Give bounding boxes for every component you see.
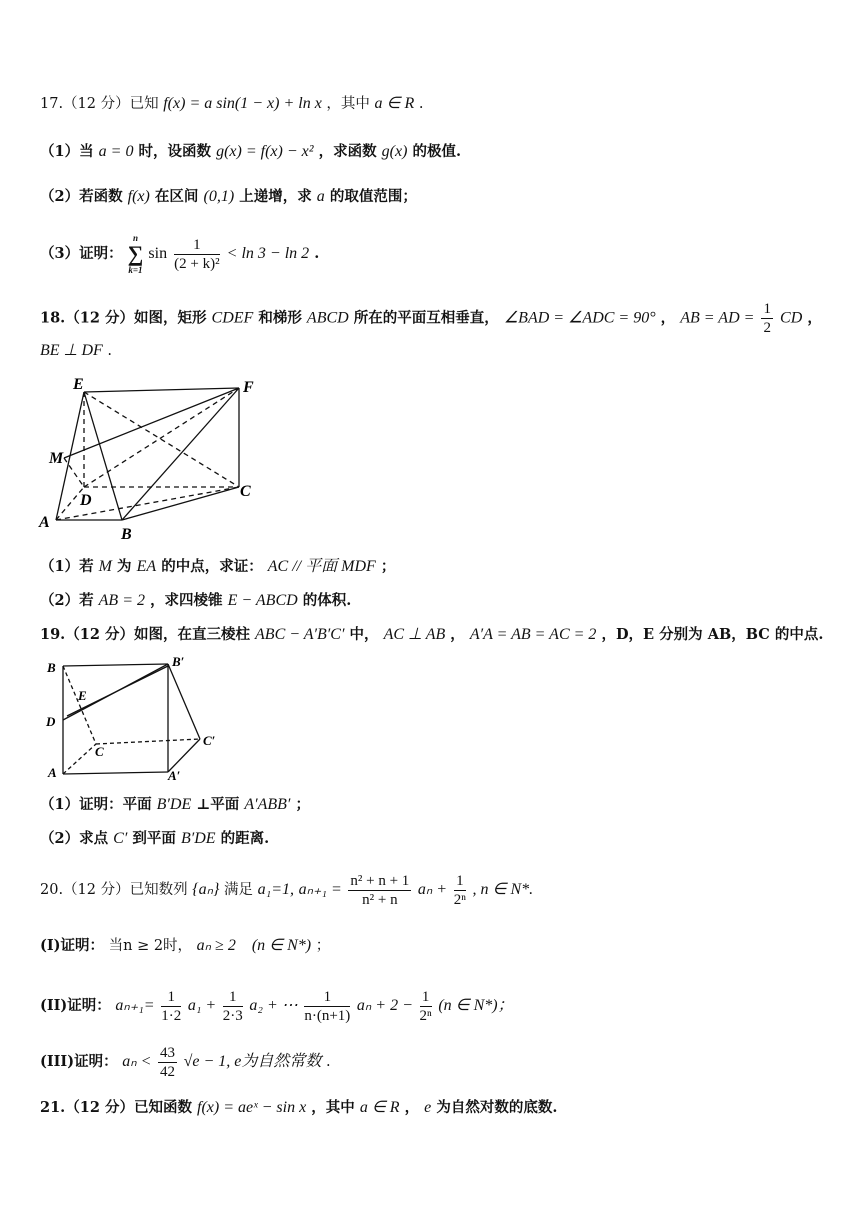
q17-p1-mid: 时，设函数	[138, 143, 212, 160]
q20-part2	[40, 984, 514, 1028]
fig19-label-B-prime: B′	[172, 654, 185, 669]
fig19-label-A-prime: A′	[168, 768, 181, 783]
q18-part2	[40, 591, 351, 611]
q20-p2-frac2	[223, 988, 243, 1025]
q20-part3	[40, 1040, 331, 1084]
fig19-label-B: B	[47, 660, 56, 675]
q18-cdef: CDEF	[211, 309, 254, 327]
q19-perp: AC ⊥ AB	[383, 626, 446, 643]
fraction-numerator: 1	[304, 988, 350, 1007]
q19-part2	[40, 829, 269, 849]
q20-p3-lhs: aₙ <	[122, 1053, 152, 1070]
fraction-denominator: n·(n+1)	[304, 1007, 351, 1024]
q18-half	[761, 300, 773, 337]
q18-p1-end: ；	[380, 558, 396, 575]
q20-rec-frac2	[454, 872, 466, 909]
q20-p1-expr: aₙ ≥ 2 (n ∈ N*)	[196, 937, 312, 954]
q21-stem-prefix: 21.（12 分）已知函数	[40, 1099, 192, 1116]
q18-figure	[36, 370, 266, 545]
fig19-label-E: E	[78, 688, 87, 703]
q20-rec-mid: aₙ +	[417, 881, 448, 898]
q21-stem	[40, 1098, 557, 1118]
q20-rec-end: , n ∈ N*.	[472, 881, 534, 898]
q20-p2-frac1	[161, 988, 181, 1025]
sum-upper: n	[132, 233, 138, 243]
q17-p3-end: .	[314, 245, 320, 262]
q17-p2-fx: f(x)	[127, 188, 150, 205]
q19-stem-end: ，D，E 分别为 AB，BC 的中点.	[601, 626, 824, 643]
q18-eq-rhs: CD	[780, 309, 803, 327]
q17-p2-mid2: 上递增，求	[239, 188, 312, 205]
q19-p1-end: ；	[295, 796, 310, 813]
q20-p1-text: 当n ≥ 2时，	[108, 938, 193, 954]
fraction-numerator: 1	[223, 988, 243, 1007]
q17-rhs: < ln 3 − ln 2	[226, 245, 310, 262]
q18-abcd: ABCD	[306, 309, 349, 327]
q18-p1-ac: AC // 平面 MDF	[267, 558, 376, 575]
q18-line2-end: .	[107, 343, 113, 359]
q19-p2-mid: 到平面	[132, 830, 176, 847]
q20-p2-lhs: aₙ₊₁=	[115, 997, 155, 1014]
q17-p2-interval: (0,1)	[203, 188, 235, 205]
q17-p1-cond: a = 0	[98, 143, 134, 160]
q21-formula: f(x) = aeˣ − sin x	[197, 1099, 307, 1116]
q20-p3-frac	[158, 1044, 177, 1081]
q19-p2-label: （2）求点	[40, 830, 109, 847]
q18-p1-ea: EA	[136, 558, 157, 575]
q17-p1-gx: g(x)	[381, 143, 408, 160]
fig19-label-D: D	[46, 714, 56, 729]
q17-p1-formula: g(x) = f(x) − x²	[216, 143, 314, 160]
q17-p2-label: （2）若函数	[40, 188, 123, 205]
q20-p1-end: ；	[315, 938, 331, 954]
q20-p3-end: .	[325, 1054, 331, 1070]
sum-lower: k=1	[128, 265, 143, 275]
q20-p2-t3: aₙ + 2 −	[356, 997, 413, 1014]
q20-part1	[40, 936, 330, 956]
q19-p1-plane1: B′DE	[156, 796, 192, 813]
fraction-numerator: 43	[159, 1044, 175, 1061]
q18-p2-label: （2）若	[40, 592, 94, 609]
fraction-numerator: 1	[420, 988, 432, 1007]
q18-p1-label: （1）若	[40, 558, 94, 575]
q18-stem-mid: 和梯形	[258, 309, 302, 327]
q20-p1-label: (I)证明：	[40, 937, 105, 954]
fig18-label-M: M	[49, 450, 64, 467]
q18-p2-pyr: E − ABCD	[227, 592, 298, 609]
q19-prism: ABC − A′B′C′	[255, 626, 345, 643]
q20-stem	[40, 868, 533, 912]
q17-stem-end: .	[418, 96, 424, 112]
q19-p1-plane2: A′ABB′	[244, 796, 291, 813]
q20-p2-t2: a₂ + ⋯	[249, 997, 298, 1014]
q19-p2-end: 的距离.	[220, 830, 270, 847]
q17-part2	[40, 187, 417, 207]
q17-stem-suffix: ，其中	[326, 96, 370, 112]
q17-stem	[40, 94, 423, 114]
q18-stem-mid2: 所在的平面互相垂直，	[353, 309, 499, 327]
q17-part1	[40, 142, 461, 162]
q20-p3-label: (III)证明：	[40, 1053, 118, 1070]
q19-part1	[40, 795, 310, 815]
fig18-label-A: A	[39, 514, 50, 531]
q18-p1-m: M	[98, 558, 112, 575]
q20-a1: a₁=1,	[257, 881, 294, 898]
q18-comma: ，	[660, 309, 676, 327]
fig18-label-F: F	[243, 379, 254, 396]
q20-p2-frac3	[304, 988, 350, 1025]
fraction-denominator: n² + n	[362, 891, 398, 908]
q18-part1	[40, 557, 395, 577]
q19-stem-prefix: 19.（12 分）如图，在直三棱柱	[40, 626, 250, 643]
q19-comma: ，	[450, 626, 465, 643]
fraction-numerator: n² + n + 1	[350, 872, 410, 889]
q17-fraction	[174, 236, 219, 273]
q17-p1-label: （1）当	[40, 143, 94, 160]
q17-p3-label: （3）证明：	[40, 245, 123, 262]
q19-p1-label: （1）证明：平面	[40, 796, 152, 813]
q17-p1-end: 的极值.	[412, 143, 462, 160]
q17-p1-mid2: ，求函数	[318, 143, 377, 160]
q18-perp: BE ⊥ DF	[40, 342, 103, 359]
q17-part3	[40, 232, 319, 276]
fraction-denominator: 42	[159, 1063, 175, 1080]
q21-e: e	[424, 1099, 432, 1116]
fig18-label-C: C	[240, 483, 251, 500]
q21-end: 为自然对数的底数.	[436, 1099, 558, 1116]
q21-mid2: ，	[404, 1099, 420, 1116]
q20-rec-lhs: aₙ₊₁ =	[298, 881, 342, 898]
q18-comma2: ，	[807, 309, 822, 327]
q17-p2-end: 的取值范围；	[329, 188, 417, 205]
q20-p2-label: (II)证明：	[40, 997, 111, 1014]
q20-stem-prefix: 20.（12 分）已知数列	[40, 882, 188, 898]
q20-p2-end: (n ∈ N*)；	[438, 997, 514, 1014]
q18-stem	[40, 300, 822, 337]
q20-rec-frac	[348, 872, 411, 909]
q20-stem-mid: 满足	[224, 882, 254, 898]
fraction-numerator: 1	[174, 236, 219, 255]
q17-p2-a: a	[316, 188, 325, 205]
q18-p1-mid2: 的中点，求证：	[161, 558, 263, 575]
fig18-label-D: D	[80, 492, 92, 509]
q19-p1-mid: ⊥平面	[196, 796, 240, 813]
q18-eq-lhs: AB = AD =	[680, 309, 755, 327]
q20-p2-frac4	[420, 988, 432, 1025]
q17-cond: a ∈ R	[374, 95, 415, 112]
fraction-numerator: 1	[454, 872, 466, 891]
q21-mid: ，其中	[311, 1099, 355, 1116]
fig19-label-A: A	[48, 765, 57, 780]
q19-stem	[40, 625, 823, 645]
fraction-denominator: 2ⁿ	[419, 1007, 432, 1024]
fraction-denominator: (2 + k)²	[174, 255, 220, 272]
q20-p3-rhs: √e − 1, e为自然常数	[183, 1053, 322, 1070]
q18-p2-cond: AB = 2	[98, 592, 145, 609]
q18-p2-mid: ，求四棱锥	[150, 592, 223, 609]
q19-p2-pt: C′	[113, 830, 128, 847]
q20-seq: {aₙ}	[192, 881, 220, 898]
q17-sum	[128, 233, 144, 275]
q19-p2-plane: B′DE	[180, 830, 216, 847]
q17-stem-prefix: 17.（12 分）已知	[40, 96, 159, 112]
q18-angle: ∠BAD = ∠ADC = 90°	[503, 309, 656, 327]
fraction-denominator: 2·3	[222, 1007, 243, 1024]
fraction-numerator: 1	[763, 301, 771, 317]
fraction-denominator: 1·2	[161, 1007, 182, 1024]
q17-p2-mid: 在区间	[154, 188, 199, 205]
fraction-denominator: 2ⁿ	[453, 891, 466, 908]
fig18-label-B: B	[121, 526, 132, 543]
fig18-label-E: E	[73, 376, 84, 393]
fig19-label-C: C	[95, 744, 104, 759]
q21-cond: a ∈ R	[359, 1099, 400, 1116]
fraction-denominator: 2	[763, 320, 771, 336]
q19-stem-mid: 中，	[349, 626, 379, 643]
q19-figure	[40, 652, 240, 787]
q18-p1-mid: 为	[117, 558, 132, 575]
fig19-label-C-prime: C′	[203, 733, 216, 748]
q17-sin: sin	[148, 245, 168, 262]
q18-stem-prefix: 18.（12 分）如图，矩形	[40, 309, 207, 327]
q18-line2	[40, 341, 112, 361]
sum-symbol: ∑	[127, 241, 144, 266]
q20-p2-t1: a₁ +	[187, 997, 217, 1014]
q18-p2-end: 的体积.	[302, 592, 352, 609]
q19-eq: A′A = AB = AC = 2	[469, 626, 597, 643]
q17-formula: f(x) = a sin(1 − x) + ln x	[163, 95, 322, 112]
fraction-numerator: 1	[161, 988, 181, 1007]
